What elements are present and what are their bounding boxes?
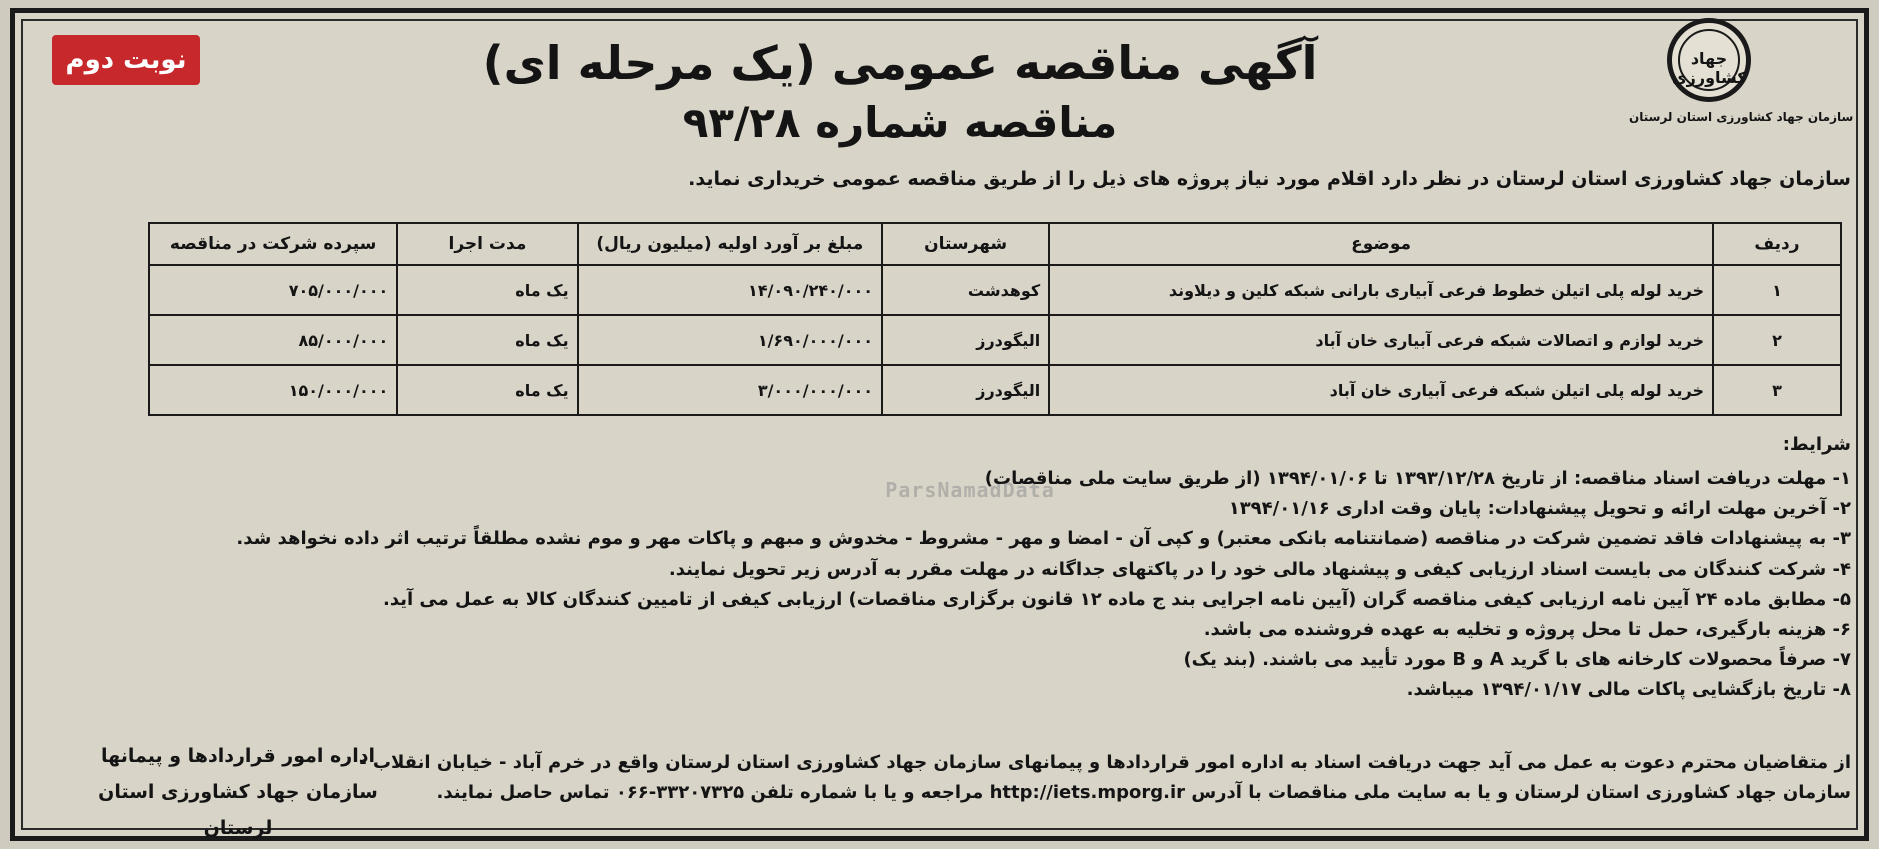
- condition-item: ۷- صرفاً محصولات کارخانه های با گرید A و B مورد تأیید می باشند. (بند یک): [1183, 649, 1851, 671]
- table-row: [149, 265, 1841, 315]
- conditions-section: [51, 434, 1851, 706]
- tender-table: [148, 222, 1842, 416]
- row-deposit: ۱۵۰/۰۰۰/۰۰۰: [149, 365, 397, 415]
- table-header-row: [149, 223, 1841, 265]
- row-subject: خرید لوازم و اتصالات شبکه فرعی آبیاری خان آباد: [1049, 315, 1713, 365]
- signature-department: اداره امور قراردادها و پیمانها: [101, 745, 375, 767]
- header-subject: موضوع: [1049, 223, 1713, 265]
- row-number: ۱: [1713, 265, 1841, 315]
- table-row: [149, 365, 1841, 415]
- row-subject: خرید لوله پلی اتیلن خطوط فرعی آبیاری بارانی شبکه کلین و دیلاوند: [1049, 265, 1713, 315]
- conditions-heading: شرایط:: [1782, 434, 1851, 455]
- tender-number: مناقصه شماره ۹۳/۲۸: [682, 98, 1118, 147]
- organization-logo: [1629, 18, 1854, 138]
- row-city: الیگودرز: [882, 365, 1049, 415]
- row-deposit: ۸۵/۰۰۰/۰۰۰: [149, 315, 397, 365]
- header-city: شهرستان: [882, 223, 1049, 265]
- condition-item: ۴- شرکت کنندگان می بایست اسناد ارزیابی کیفی و پیشنهاد مالی خود را در پاکتهای جداگانه در مهلت مقرر به آدرس زیر تحویل نمایند.: [668, 558, 1851, 580]
- signature-organization: سازمان جهاد کشاورزی استان لرستان: [98, 781, 378, 839]
- row-number: ۲: [1713, 315, 1841, 365]
- publication-round-badge: نوبت دوم: [52, 35, 200, 85]
- emblem-text: جهاد کشاورزی: [1672, 49, 1747, 87]
- row-subject: خرید لوله پلی اتیلن شبکه فرعی آبیاری خان آباد: [1049, 365, 1713, 415]
- signature-block: [78, 738, 398, 846]
- emblem-icon: [1667, 18, 1751, 102]
- header-deposit: سپرده شرکت در مناقصه: [149, 223, 397, 265]
- intro-paragraph: سازمان جهاد کشاورزی استان لرستان در نظر دارد اقلام مورد نیاز پروژه های ذیل را از طریق مناقصه عمومی خریداری نماید.: [688, 168, 1851, 190]
- header-duration: مدت اجرا: [397, 223, 577, 265]
- row-city: کوهدشت: [882, 265, 1049, 315]
- condition-item: ۳- به پیشنهادات فاقد تضمین شرکت در مناقصه (ضمانتنامه بانکی معتبر) و کپی آن - امضا و مهر - مشروط - مخدوش و مبهم و پاکات مهر و موم نشده مطلقاً ترتیب اثر داده نخواهد شد.: [236, 528, 1851, 550]
- table-row: [149, 315, 1841, 365]
- row-deposit: ۷۰۵/۰۰۰/۰۰۰: [149, 265, 397, 315]
- row-estimate: ۱/۶۹۰/۰۰۰/۰۰۰: [578, 315, 882, 365]
- invitation-line: سازمان جهاد کشاورزی استان لرستان و یا به سایت ملی مناقصات با آدرس http://iets.mporg.ir مراجعه و یا با شماره تلفن ۳۳۲۰۷۳۲۵-۰۶۶ تماس حاصل نمایند.: [436, 782, 1851, 803]
- row-estimate: ۱۴/۰۹۰/۲۴۰/۰۰۰: [578, 265, 882, 315]
- condition-item: ۵- مطابق ماده ۲۴ آیین نامه ارزیابی کیفی مناقصه گران (آیین نامه اجرایی بند ج ماده ۱۲ قانون برگزاری مناقصات) ارزیابی کیفی از تامیین کنندگان کالا به عمل می آید.: [383, 588, 1851, 610]
- row-duration: یک ماه: [397, 365, 577, 415]
- invitation-line: از متقاضیان محترم دعوت به عمل می آید جهت دریافت اسناد به اداره امور قراردادها و پیمانهای سازمان جهاد کشاورزی استان لرستان واقع در خرم آباد - خیابان انقلاب -: [359, 752, 1851, 773]
- row-duration: یک ماه: [397, 315, 577, 365]
- condition-item: ۸- تاریخ بازگشایی پاکات مالی ۱۳۹۴/۰۱/۱۷ میباشد.: [1406, 679, 1851, 701]
- invitation-paragraph: [359, 748, 1851, 808]
- row-city: الیگودرز: [882, 315, 1049, 365]
- notice-title: آگهی مناقصه عمومی (یک مرحله ای): [482, 36, 1318, 90]
- condition-item: ۱- مهلت دریافت اسناد مناقصه: از تاریخ ۱۳۹۳/۱۲/۲۸ تا ۱۳۹۴/۰۱/۰۶ (از طریق سایت ملی مناقصات): [984, 468, 1851, 489]
- header-estimate: مبلغ بر آورد اولیه (میلیون ریال): [578, 223, 882, 265]
- watermark: ParsNamadData: [885, 478, 1055, 502]
- row-duration: یک ماه: [397, 265, 577, 315]
- row-estimate: ۳/۰۰۰/۰۰۰/۰۰۰: [578, 365, 882, 415]
- condition-item: ۶- هزینه بارگیری، حمل تا محل پروژه و تخلیه به عهده فروشنده می باشد.: [1203, 619, 1851, 641]
- header-row-number: ردیف: [1713, 223, 1841, 265]
- condition-item: ۲- آخرین مهلت ارائه و تحویل پیشنهادات: پایان وقت اداری ۱۳۹۴/۰۱/۱۶: [1228, 498, 1851, 520]
- logo-caption: سازمان جهاد کشاورزی استان لرستان: [1629, 110, 1854, 124]
- row-number: ۳: [1713, 365, 1841, 415]
